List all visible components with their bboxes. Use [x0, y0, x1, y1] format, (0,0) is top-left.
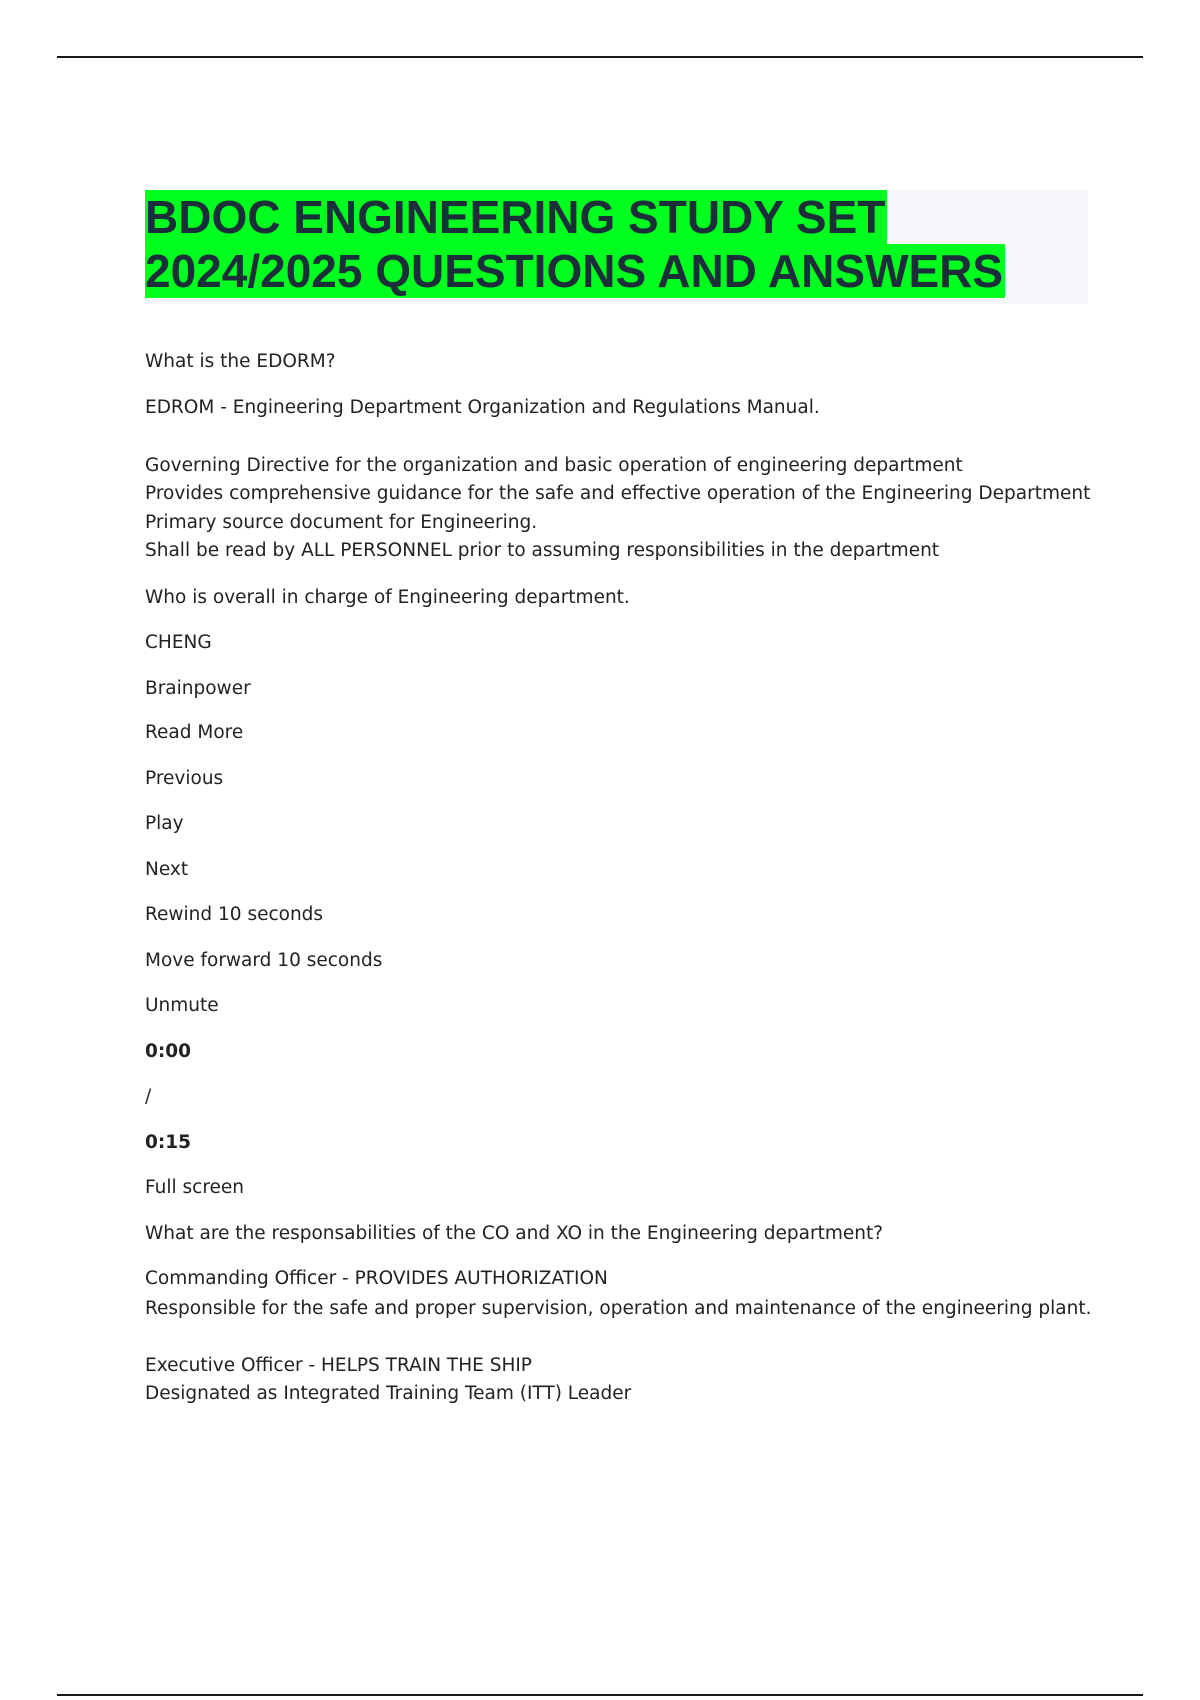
next-button-label[interactable]: Next — [145, 859, 189, 880]
current-time: 0:00 — [145, 1041, 192, 1062]
answer-1-line: Governing Directive for the organization and basic operation of engineering department — [145, 455, 963, 476]
answer-3-co-line: Responsible for the safe and proper supervision, operation and maintenance of the engineering plant. — [145, 1298, 1092, 1319]
answer-1-line: Primary source document for Engineering. — [145, 512, 538, 533]
title-line-2: 2024/2025 QUESTIONS AND ANSWERS — [145, 245, 1004, 297]
forward-button-label[interactable]: Move forward 10 seconds — [145, 950, 383, 971]
duration: 0:15 — [145, 1132, 192, 1153]
answer-2: CHENG — [145, 632, 212, 653]
question-1: What is the EDORM? — [145, 351, 336, 372]
play-button-label[interactable]: Play — [145, 813, 184, 834]
answer-3-co-heading: Commanding Officer - PROVIDES AUTHORIZATION — [145, 1268, 608, 1289]
answer-3-xo-heading: Executive Officer - HELPS TRAIN THE SHIP — [145, 1355, 532, 1376]
player-brand-text: Brainpower — [145, 678, 251, 699]
answer-1-line: Shall be read by ALL PERSONNEL prior to assuming responsibilities in the department — [145, 540, 940, 561]
title-block — [145, 190, 1088, 304]
read-more-link[interactable]: Read More — [145, 722, 244, 743]
title-line-1: BDOC ENGINEERING STUDY SET — [145, 191, 886, 243]
answer-3-xo-line: Designated as Integrated Training Team (ITT) Leader — [145, 1383, 632, 1404]
previous-button-label[interactable]: Previous — [145, 768, 224, 789]
header-rule — [57, 56, 1143, 58]
question-3: What are the responsabilities of the CO and XO in the Engineering department? — [145, 1223, 884, 1244]
fullscreen-button-label[interactable]: Full screen — [145, 1177, 245, 1198]
rewind-button-label[interactable]: Rewind 10 seconds — [145, 904, 324, 925]
footer-rule — [57, 1694, 1143, 1696]
question-2: Who is overall in charge of Engineering department. — [145, 587, 630, 608]
answer-1-line: Provides comprehensive guidance for the safe and effective operation of the Engineering Department — [145, 483, 1091, 504]
time-separator: / — [145, 1086, 152, 1107]
document-title — [145, 190, 1005, 298]
unmute-button-label[interactable]: Unmute — [145, 995, 219, 1016]
answer-1-heading: EDROM - Engineering Department Organization and Regulations Manual. — [145, 397, 820, 418]
